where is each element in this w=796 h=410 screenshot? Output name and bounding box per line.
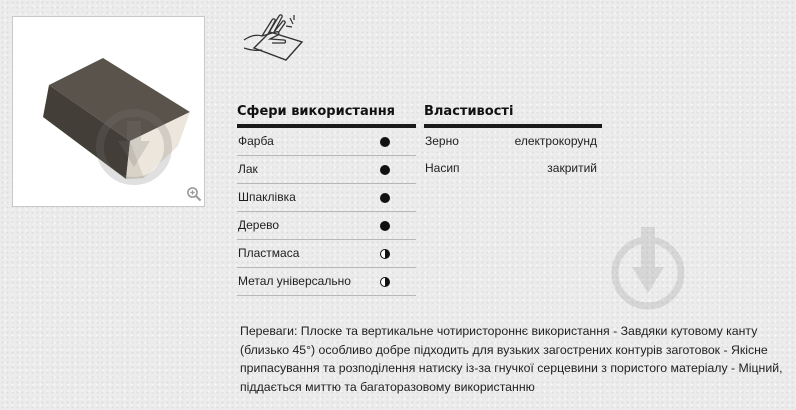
usage-row-label: Пластмаса: [238, 246, 300, 260]
full-rating-icon: [380, 193, 390, 203]
zoom-in-icon[interactable]: [186, 186, 202, 202]
full-rating-icon: [380, 221, 390, 231]
property-value: електрокорунд: [514, 134, 597, 148]
properties-table: [424, 100, 602, 182]
usage-row-metal: [237, 268, 416, 296]
half-rating-icon: [380, 277, 390, 287]
usage-row-label: Лак: [238, 162, 258, 176]
property-value: закритий: [547, 161, 597, 175]
usage-row-label: Дерево: [238, 218, 280, 232]
property-label: Зерно: [425, 134, 459, 148]
full-rating-icon: [380, 165, 390, 175]
usage-row-wood: [237, 212, 416, 240]
full-rating-icon: [380, 137, 390, 147]
property-label: Насип: [425, 161, 460, 175]
product-image-frame[interactable]: [12, 16, 205, 207]
properties-title: Властивості: [424, 100, 602, 128]
usage-row-lacquer: [237, 156, 416, 184]
download-arrow-icon: [608, 225, 688, 315]
usage-areas-title: Сфери використання: [237, 100, 416, 128]
property-row-grain: [424, 128, 602, 155]
usage-row-label: Фарба: [238, 134, 274, 148]
product-image-sponge: [13, 17, 206, 208]
product-description: Переваги: Плоске та вертикальне чотиристороннє використання - Завдяки кутовому канту (близько 45°) особливо добре підходить для вузьких загострених контурів заготовок - Якісне припасування та розподілення натиску із-за гнучкої серцевини з пористого матеріалу - Міцний, піддається миттю та багаторазовому використанню: [240, 324, 783, 394]
usage-row-paint: [237, 128, 416, 156]
usage-row-putty: [237, 184, 416, 212]
usage-row-plastic: [237, 240, 416, 268]
hand-sanding-icon: [242, 12, 308, 68]
property-row-coating: [424, 155, 602, 182]
half-rating-icon: [380, 249, 390, 259]
usage-row-label: Шпаклівка: [238, 190, 296, 204]
usage-row-label: Метал універсально: [238, 274, 351, 288]
usage-areas-table: [237, 100, 416, 296]
